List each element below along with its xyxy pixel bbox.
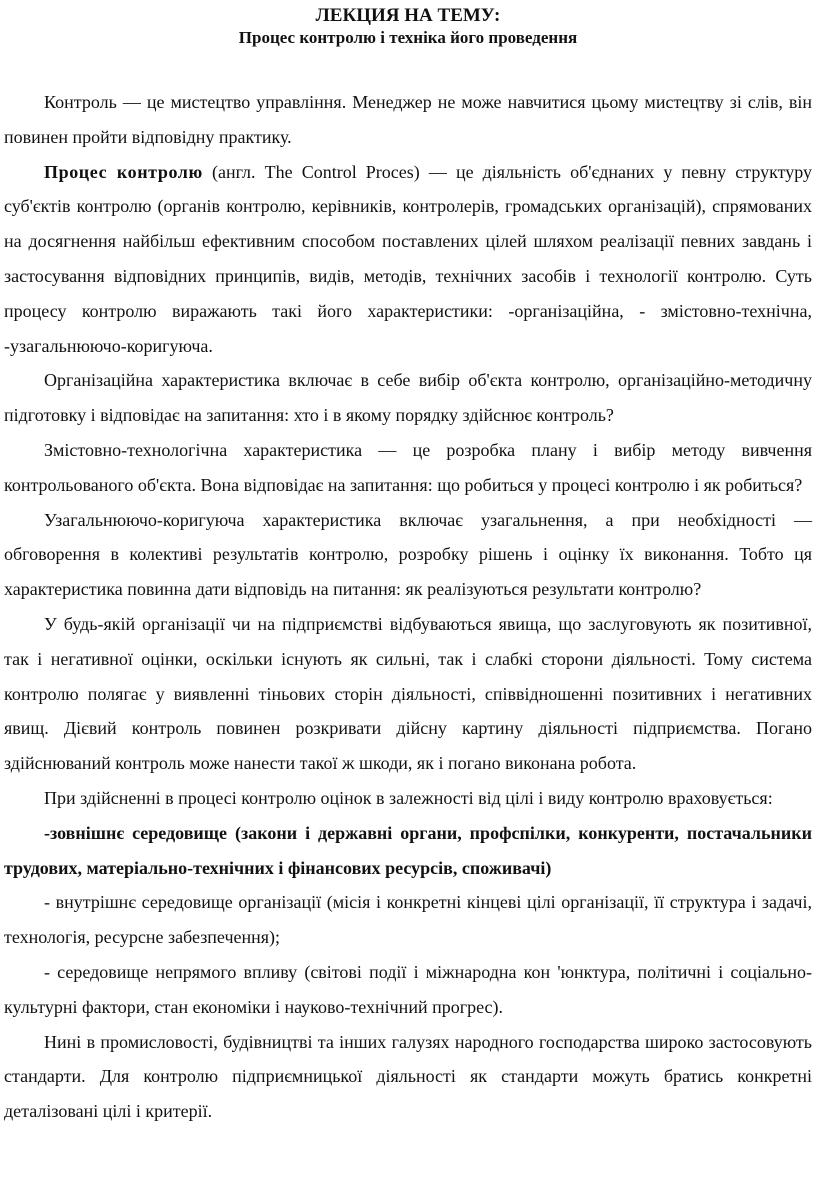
term-control-process: Процес контролю (44, 161, 203, 182)
lecture-subtitle: Процес контролю і техніка його проведення (238, 28, 578, 47)
paragraph-external-environment-text: (закони і державні органи, профспілки, конкуренти, постачальники трудових, матеріально-технічних і фінансових ресурсів, споживачі) (4, 822, 812, 878)
paragraph-generalizing-corrective: Узагальнюючо-коригуюча характеристика включає узагальнення, а при необхідності — обговорення в колективі результатів контролю, розробку рішень і оцінку їх виконання. Тобто ця характеристика повинна дати відповідь на питання: як реалізуються результати контролю? (4, 509, 812, 600)
paragraph-indirect-environment: - середовище непрямого впливу (світові події і міжнародна кон 'юнктура, політичні і соціально-культурні фактори, стан економіки і науково-технічний прогрес). (4, 961, 812, 1017)
paragraph-external-environment (4, 816, 812, 886)
paragraph-control-process-text: (англ. The Control Proces) — це діяльність об'єднаних у певну структуру суб'єктів контролю (органів контролю, керівників, контролерів, громадських організацій), спрямованих на досягнення найбільш ефективним способом поставлених цілей шляхом реалізації певних завдань і застосування відповідних принципів, видів, методів, технічних засобів і технології контролю. Суть процесу контролю виражають такі його характеристики: -організаційна, - змістовно-технічна, -узагальнюючо-коригуюча. (4, 161, 812, 356)
lecture-title: ЛЕКЦИЯ НА ТЕМУ: (315, 5, 501, 26)
paragraph-phenomena: У будь-якій організації чи на підприємстві відбуваються явища, що заслуговують як позитивної, так і негативної оцінки, оскільки існують як сильні, так і слабкі сторони діяльності. Тому система контролю полягає у виявленні тіньових сторін діяльності, співвідношенні позитивних і негативних явищ. Дієвий контроль повинен розкривати дійсну картину діяльності підприємства. Погано здійснюваний контроль може нанести такої ж шкоди, як і погано виконана робота. (4, 613, 812, 774)
paragraph-control-definition: Контроль — це мистецтво управління. Менеджер не може навчитися цьому мистецтву зі слів, він повинен пройти відповідну практику. (4, 92, 812, 147)
paragraph-organizational: Організаційна характеристика включає в себе вибір об'єкта контролю, організаційно-методичну підготовку і відповідає на запитання: хто і в якому порядку здійснює контроль? (4, 370, 812, 426)
paragraph-content-technological: Змістовно-технологічна характеристика — це розробка плану і вибір методу вивчення контрольованого об'єкта. Вона відповідає на запитання: що робиться у процесі контролю і як робиться? (4, 439, 812, 495)
paragraph-assessment: При здійсненні в процесі контролю оцінок в залежності від цілі і виду контролю враховується: (44, 787, 773, 808)
term-external-environment: -зовнішнє середовище (44, 822, 227, 843)
paragraph-standards: Нині в промисловості, будівництві та інших галузях народного господарства широко застосовують стандарти. Для контролю підприємницької діяльності як стандарти можуть братись конкретні деталізовані цілі і критерії. (4, 1031, 812, 1122)
paragraph-control-process (4, 155, 812, 364)
lecture-body (4, 85, 812, 1129)
paragraph-internal-environment: - внутрішнє середовище організації (місія і конкретні кінцеві цілі організації, її структура і задачі, технологія, ресурсне забезпечення); (4, 892, 812, 948)
